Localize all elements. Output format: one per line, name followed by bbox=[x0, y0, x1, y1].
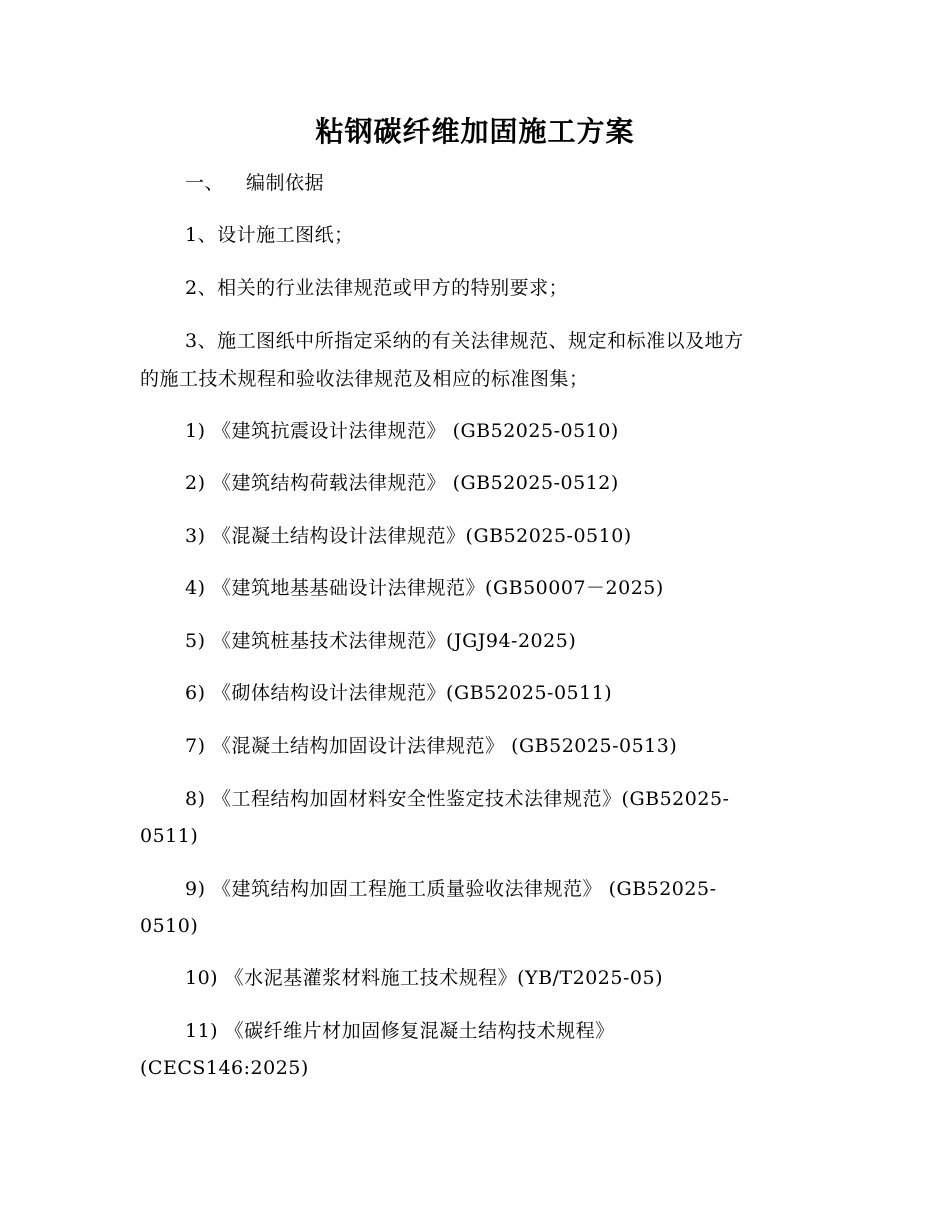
reference-item-10: 10) 《水泥基灌浆材料施工技术规程》(YB/T2025-05) bbox=[185, 967, 663, 989]
section-heading-number: 一、 bbox=[185, 172, 225, 194]
reference-item-5: 5) 《建筑桩基技术法律规范》(JGJ94-2025) bbox=[185, 630, 577, 652]
reference-item-8: 8) 《工程结构加固材料安全性鉴定技术法律规范》(GB52025- bbox=[185, 788, 730, 810]
basis-item-3: 3、施工图纸中所指定采纳的有关法律规范、规定和标准以及地方 bbox=[185, 330, 744, 352]
section-heading-text: 编制依据 bbox=[246, 172, 325, 194]
reference-item-11: 11) 《碳纤维片材加固修复混凝土结构技术规程》 bbox=[185, 1020, 615, 1042]
basis-item-1: 1、设计施工图纸； bbox=[185, 224, 354, 246]
reference-item-9-continued: 0510) bbox=[140, 915, 199, 937]
reference-item-4: 4) 《建筑地基基础设计法律规范》(GB50007－2025) bbox=[185, 577, 664, 599]
reference-item-8-continued: 0511) bbox=[140, 825, 199, 847]
reference-item-9: 9) 《建筑结构加固工程施工质量验收法律规范》 (GB52025- bbox=[185, 878, 717, 900]
reference-item-6: 6) 《砌体结构设计法律规范》(GB52025-0511) bbox=[185, 682, 613, 704]
basis-item-2: 2、相关的行业法律规范或甲方的特别要求； bbox=[185, 277, 569, 299]
basis-item-3-continued: 的施工技术规程和验收法律规范及相应的标准图集； bbox=[140, 368, 589, 390]
reference-item-7: 7) 《混凝土结构加固设计法律规范》 (GB52025-0513) bbox=[185, 735, 678, 757]
reference-item-1: 1) 《建筑抗震设计法律规范》 (GB52025-0510) bbox=[185, 420, 619, 442]
reference-item-2: 2) 《建筑结构荷载法律规范》 (GB52025-0512) bbox=[185, 472, 619, 494]
section-heading bbox=[185, 170, 324, 196]
document-title: 粘钢碳纤维加固施工方案 bbox=[315, 115, 635, 148]
reference-item-3: 3) 《混凝土结构设计法律规范》(GB52025-0510) bbox=[185, 525, 632, 547]
reference-item-11-continued: (CECS146:2025) bbox=[140, 1057, 309, 1079]
